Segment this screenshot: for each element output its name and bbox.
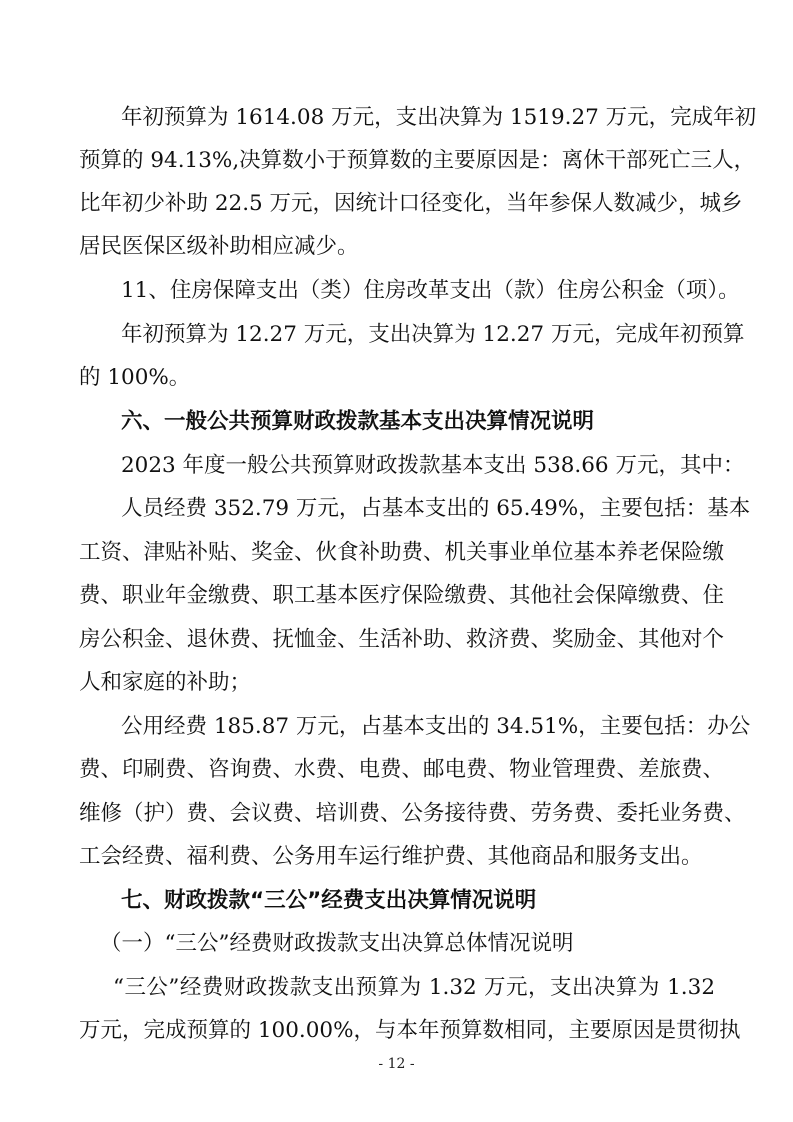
body-text-line: 比年初少补助 22.5 万元，因统计口径变化，当年参保人数减少，城乡	[79, 191, 743, 216]
body-text-line: 2023 年度一般公共预算财政拨款基本支出 538.66 万元，其中：	[121, 453, 745, 478]
page-number: - 12 -	[378, 1056, 415, 1072]
body-text-line: 年初预算为 1614.08 万元，支出决算为 1519.27 万元，完成年初	[121, 105, 757, 130]
section-heading: 七、财政拨款“三公”经费支出决算情况说明	[121, 888, 537, 913]
body-text-line: 人和家庭的补助；	[79, 670, 252, 695]
body-text-line: 房公积金、退休费、抚恤金、生活补助、救济费、奖励金、其他对个	[79, 627, 725, 652]
section-heading: 六、一般公共预算财政拨款基本支出决算情况说明	[121, 409, 595, 434]
body-text-line: 人员经费 352.79 万元，占基本支出的 65.49%，主要包括：基本	[121, 496, 751, 521]
subsection-heading: （一）“三公”经费财政拨款支出决算总体情况说明	[100, 931, 574, 956]
body-text-line: 工资、津贴补贴、奖金、伙食补助费、机关事业单位基本养老保险缴	[79, 540, 725, 565]
body-text-line: 居民医保区级补助相应减少。	[79, 234, 359, 259]
body-text-line: 的 100%。	[79, 365, 191, 390]
body-text-line: 工会经费、福利费、公务用车运行维护费、其他商品和服务支出。	[79, 844, 703, 869]
body-text-line: 维修（护）费、会议费、培训费、公务接待费、劳务费、委托业务费、	[79, 801, 746, 826]
body-text-line: 费、印刷费、咨询费、水费、电费、邮电费、物业管理费、差旅费、	[79, 757, 725, 782]
body-text-line: 年初预算为 12.27 万元，支出决算为 12.27 万元，完成年初预算	[121, 322, 745, 347]
body-text-line: 万元，完成预算的 100.00%，与本年预算数相同，主要原因是贯彻执	[79, 1018, 741, 1043]
body-text-line: 费、职业年金缴费、职工基本医疗保险缴费、其他社会保障缴费、住	[79, 583, 725, 608]
body-text-line: “三公”经费财政拨款支出预算为 1.32 万元，支出决算为 1.32	[113, 975, 715, 1000]
body-text-line: 公用经费 185.87 万元，占基本支出的 34.51%，主要包括：办公	[121, 714, 751, 739]
body-text-line: 预算的 94.13%,决算数小于预算数的主要原因是：离休干部死亡三人，	[79, 148, 756, 173]
item-heading: 11、住房保障支出（类）住房改革支出（款）住房公积金（项）。	[121, 278, 740, 303]
